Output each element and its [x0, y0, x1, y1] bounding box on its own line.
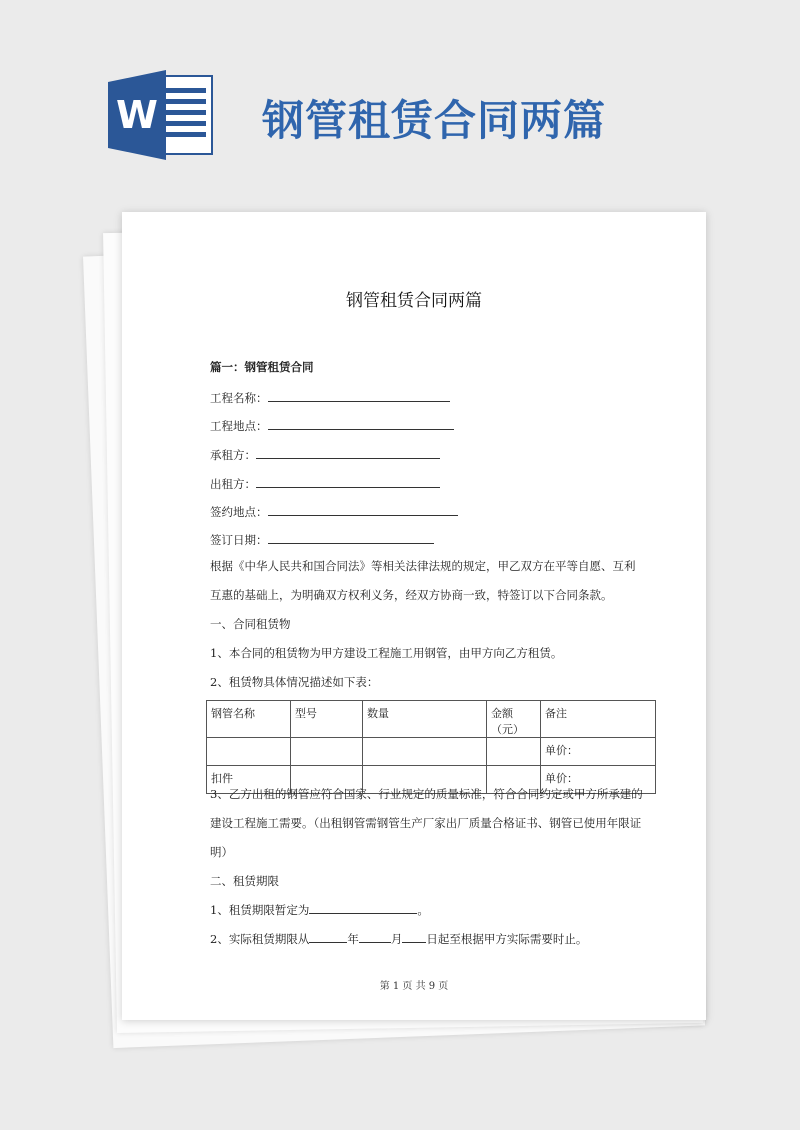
project-name-blank [268, 391, 450, 402]
clause2-heading: 二、租赁期限 [210, 874, 279, 888]
word-logo-letter: W [116, 93, 158, 137]
document-page [122, 212, 706, 1020]
table-header-row [207, 701, 656, 738]
table-cell [207, 738, 291, 766]
signing-date-blank [268, 533, 434, 544]
intro-paragraph: 根据《中华人民共和国合同法》等相关法律法规的规定，甲乙双方在平等自愿、互利 互惠的基础上，为明确双方权利义务，经双方协商一致，特签订以下合同条款。 一、合同租赁物 1、本合同的租赁物为甲方建设工程施工用钢管，由甲方向乙方租赁。 2、租赁物具体情况描述如下表： [210, 552, 680, 697]
project-location-blank [268, 419, 454, 430]
word-logo-icon [108, 70, 214, 160]
clause1-item1: 1、本合同的租赁物为甲方建设工程施工用钢管，由甲方向乙方租赁。 [210, 646, 563, 660]
lease-term-blank [309, 903, 417, 914]
table-row [207, 738, 656, 766]
table-header: 数量 [363, 701, 487, 738]
clause2-item1: 1、租赁期限暂定为 。 [210, 903, 429, 917]
field-signing-date: 签订日期： [210, 532, 434, 548]
table-cell: 扣件 [207, 766, 291, 794]
start-year-blank [309, 932, 347, 943]
clause1-item3: 3、乙方出租的钢管应符合国家、行业规定的质量标准，符合合同约定或甲方所承建的 建设工程施工需要。（出租钢管需钢管生产厂家出厂质量合格证书、钢管已使用年限证 明） 二、租赁期限 1、租赁期限暂定为 。 2、实际租赁期限从 年 月 日起至根据甲方实际需要时止。 [210, 780, 680, 954]
start-day-blank [402, 932, 426, 943]
table-cell [291, 738, 363, 766]
page-footer: 第 1 页 共 9 页 [379, 981, 449, 992]
table-header: 型号 [291, 701, 363, 738]
field-signing-location: 签约地点： [210, 504, 458, 520]
clause1-heading: 一、合同租赁物 [210, 617, 291, 631]
table-cell [487, 738, 541, 766]
table-cell [363, 738, 487, 766]
clause1-item2: 2、租赁物具体情况描述如下表： [210, 675, 379, 689]
section1-heading: 篇一：钢管租赁合同 [210, 360, 314, 374]
table-header: 备注 [541, 701, 656, 738]
field-project-name: 工程名称： [210, 390, 450, 406]
clause2-item2: 2、实际租赁期限从 年 月 日起至根据甲方实际需要时止。 [210, 932, 588, 946]
lessor-blank [256, 477, 440, 488]
signing-location-blank [268, 505, 458, 516]
field-lessor: 出租方： [210, 476, 440, 492]
table-cell: 单价： [541, 766, 656, 794]
start-month-blank [359, 932, 391, 943]
lessee-blank [256, 448, 440, 459]
table-header: 金额（元） [487, 701, 541, 738]
table-cell: 单价： [541, 738, 656, 766]
field-project-location: 工程地点： [210, 418, 454, 434]
field-lessee: 承租方： [210, 447, 440, 463]
document-title: 钢管租赁合同两篇 [346, 291, 482, 311]
table-header: 钢管名称 [207, 701, 291, 738]
banner-title: 钢管租赁合同两篇 [262, 96, 607, 145]
